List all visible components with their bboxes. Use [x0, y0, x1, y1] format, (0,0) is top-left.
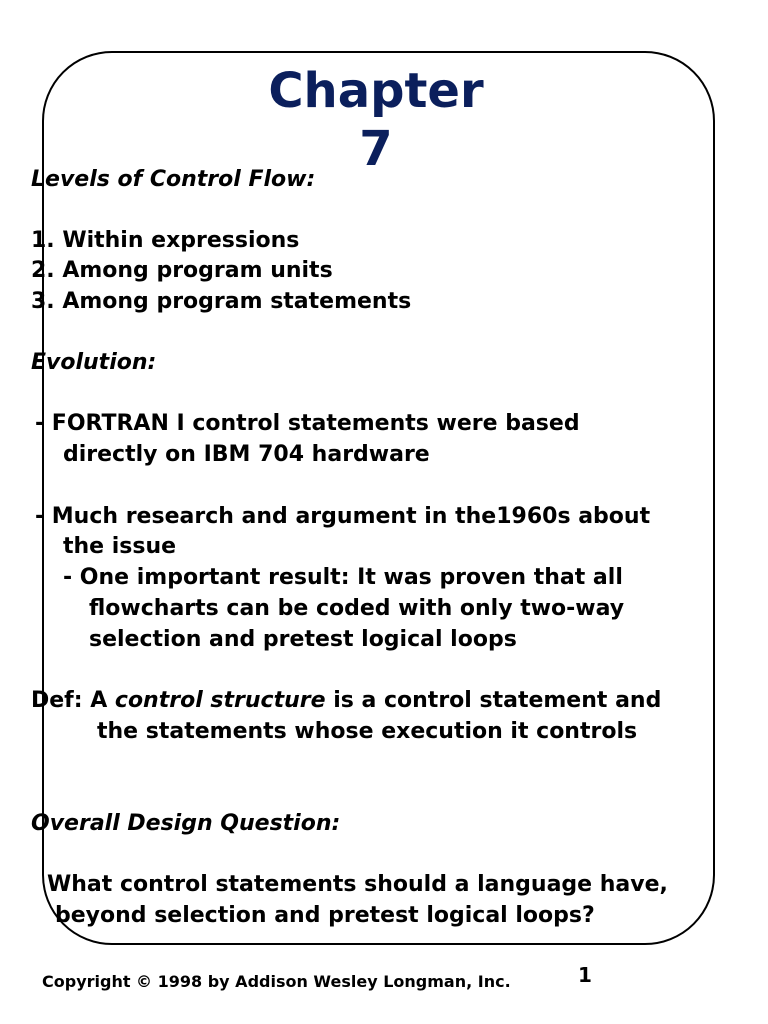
evolution-sub-bullet-line3: selection and pretest logical loops	[89, 627, 517, 652]
copyright-footer: Copyright © 1998 by Addison Wesley Longman, Inc.	[42, 972, 511, 991]
question-line2: beyond selection and pretest logical loops?	[55, 903, 595, 928]
evolution-bullet-1-line2: directly on IBM 704 hardware	[63, 442, 430, 467]
definition-suffix: is a control statement and	[325, 688, 662, 713]
evolution-sub-bullet-line1: - One important result: It was proven that all	[63, 565, 623, 590]
question-heading: Overall Design Question:	[31, 811, 341, 836]
chapter-title-line1: Chapter	[268, 63, 484, 119]
evolution-bullet-1-line1: - FORTRAN I control statements were based	[35, 411, 580, 436]
definition-line2: the statements whose execution it controls	[97, 719, 638, 744]
definition-line1	[31, 687, 661, 715]
levels-item-3: 3. Among program statements	[31, 289, 412, 314]
question-line1: What control statements should a language have,	[47, 872, 668, 897]
definition-term: control structure	[114, 688, 326, 713]
definition-prefix: Def: A	[31, 688, 115, 713]
evolution-sub-bullet-line2: flowcharts can be coded with only two-way	[89, 596, 625, 621]
chapter-title-line2: 7	[359, 121, 393, 177]
levels-item-2: 2. Among program units	[31, 258, 333, 283]
levels-heading: Levels of Control Flow:	[31, 167, 316, 192]
evolution-bullet-2-line1: - Much research and argument in the1960s about	[35, 504, 651, 529]
levels-item-1: 1. Within expressions	[31, 228, 300, 253]
page-number: 1	[578, 963, 592, 987]
evolution-bullet-2-line2: the issue	[63, 534, 177, 559]
evolution-heading: Evolution:	[31, 350, 157, 375]
